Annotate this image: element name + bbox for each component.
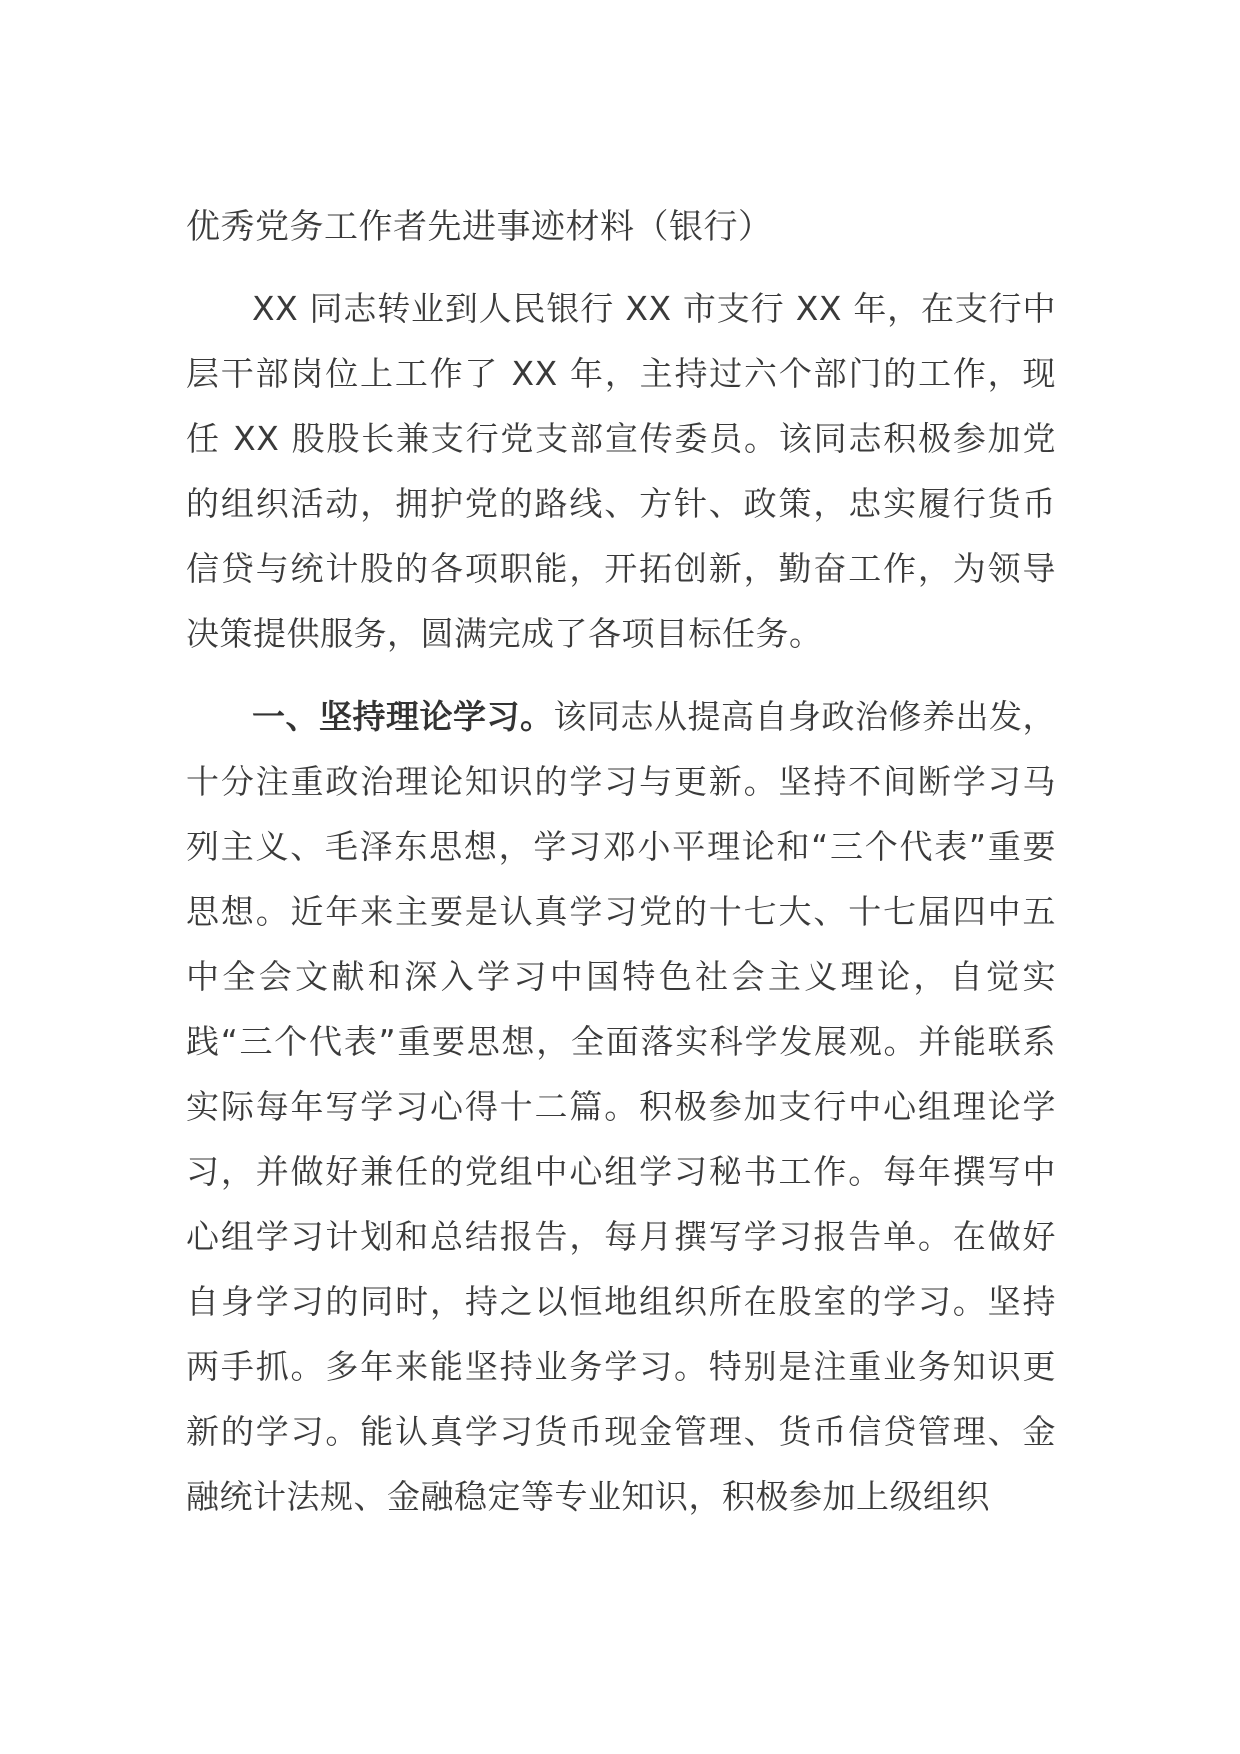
intro-paragraph: XX 同志转业到人民银行 XX 市支行 XX 年，在支行中层干部岗位上工作了 XX 年，主持过六个部门的工作，现任 XX 股股长兼支行党支部宣传委员。该同志积极参加党的组织活动，拥护党的路线、方针、政策，忠实履行货币信贷与统计股的各项职能，开拓创新，勤奋工作，为领导决策提供服务，圆满完成了各项目标任务。 xyxy=(186,289,1056,653)
document-title: 优秀党务工作者先进事迹材料（银行） xyxy=(186,207,773,247)
section-1-paragraph xyxy=(186,684,1056,1529)
section-1-heading: 一、坚持理论学习。 xyxy=(252,697,554,736)
document-body xyxy=(186,200,1056,1529)
section-1-body: 该同志从提高自身政治修养出发，十分注重政治理论知识的学习与更新。坚持不间断学习马列主义、毛泽东思想，学习邓小平理论和“三个代表”重要思想。近年来主要是认真学习党的十七大、十七届四中五中全会文献和深入学习中国特色社会主义理论，自觉实践“三个代表”重要思想，全面落实科学发展观。并能联系实际每年写学习心得十二篇。积极参加支行中心组理论学习，并做好兼任的党组中心组学习秘书工作。每年撰写中心组学习计划和总结报告，每月撰写学习报告单。在做好自身学习的同时，持之以恒地组织所在股室的学习。坚持两手抓。多年来能坚持业务学习。特别是注重业务知识更新的学习。能认真学习货币现金管理、货币信贷管理、金融统计法规、金融稳定等专业知识，积极参加上级组织 xyxy=(186,697,1056,1516)
